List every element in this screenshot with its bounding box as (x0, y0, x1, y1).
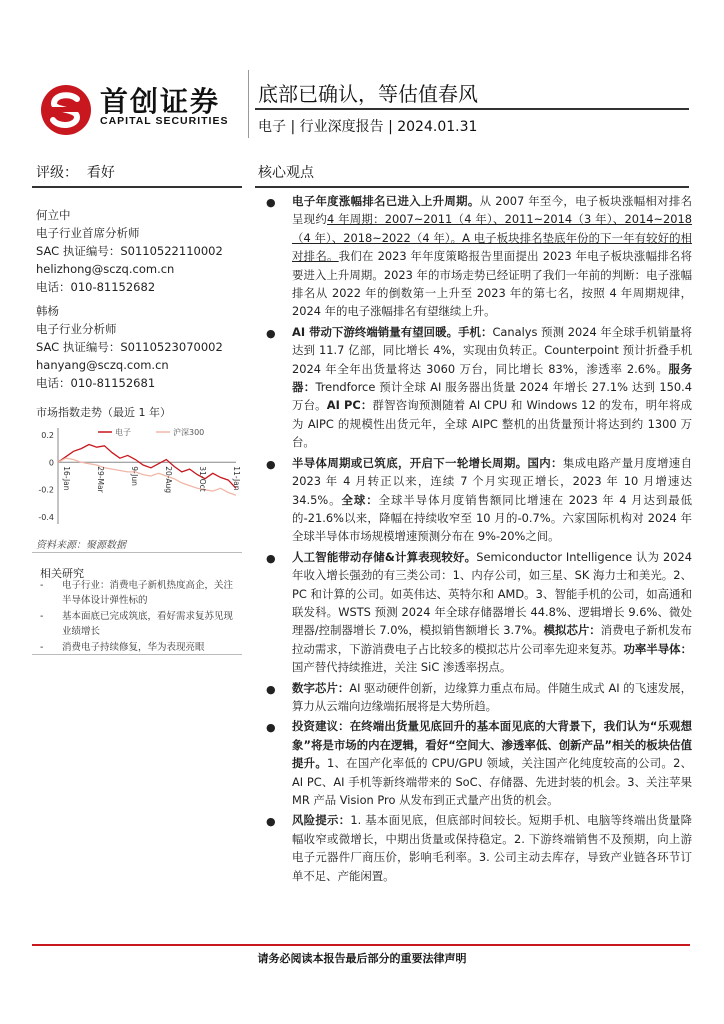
y-tick-label: 0.2 (41, 430, 54, 440)
y-tick-label: -0.2 (38, 485, 54, 495)
analyst-phone: 电话：010-81152682 (36, 280, 156, 294)
bullet-icon: - (40, 580, 44, 591)
x-tick-label: 20-Aug (164, 466, 173, 494)
x-tick-label: 31-Oct (198, 466, 207, 492)
related-item[interactable]: - 消费电子持续修复，华为表现亮眼 (40, 642, 205, 653)
series-line-0 (58, 445, 236, 492)
bullet-icon: - (40, 611, 44, 622)
bullet-icon: ● (266, 682, 276, 696)
related-item[interactable]: - 基本面底已完成筑底，看好需求复苏见现业绩增长 (40, 611, 234, 637)
x-tick-label: 11-Jan (232, 466, 241, 491)
bullet-icon: ● (266, 551, 276, 565)
footer-disclaimer[interactable]: 请务必阅读本报告最后部分的重要法律声明 (257, 952, 467, 965)
chart-title: 市场指数走势（最近 1 年） (36, 406, 171, 419)
x-tick-label: 16-Jan (62, 466, 71, 491)
analyst-name: 韩杨 (36, 304, 59, 318)
analyst-2 (36, 302, 223, 392)
point-ai-storage: ● 人工智能带动存储&计算表现较好。Semiconductor Intelligence 认为 2024 年收入增长强劲的有三类公司：1、内存公司，如三星、SK 海力士和美光。2、PC 和计算的公司。如英伟达、英特尔和 AMD。3、智能手机的公司，如高通和联发科。WSTS 预测 2024 年全球存储器增长 44.8%、逻辑增长 9.6%、微处理器/控制器增长 7.0%，模拟销售额增长 3.7%。模拟芯片：消费电子新机发布拉动需求，下游消费电子占比较多的模拟芯片公司率先迎来复苏。功率半导体：国产替代持续推进，关注 SiC 渗透率拐点。 (266, 549, 692, 675)
chart-source: 资料来源：聚源数据 (36, 540, 126, 551)
bullet-icon: ● (266, 815, 276, 829)
report-subtitle: 电子 | 行业深度报告 | 2024.01.31 (258, 119, 478, 135)
y-tick-label: 0 (48, 458, 54, 468)
point-risk: ● 风险提示：1. 基本面见底，但底部时间较长。短期手机、电脑等终端出货量降幅收窄或微增长，中期出货量或保持稳定。2. 下游终端销售不及预期，向上游电子元器件厂商压价，影响毛利率。3. 公司主动去库存，导致产业链各环节订单不足、产能闲置。 (266, 813, 692, 883)
related-list (32, 578, 242, 656)
series-line-1 (58, 458, 236, 495)
analyst-sac: SAC 执证编号：S0110523070002 (36, 340, 223, 354)
point-cycle: ● 电子年度涨幅排名已进入上升周期。从 2007 年至今，电子板块涨幅相对排名呈现约4 年周期：2007~2011（4 年）、2011~2014（3 年）、2014~2018（4 年）、2018~2022（4 年）。A 电子板块排名垫底年份的下一年有较好的相对排名。我们在 2023 年年度策略报告里面提出 2023 年电子板块涨幅排名将要进入上升周期。2023 年的市场走势已经证明了我们一年前的判断：电子涨幅排名从 2022 年的倒数第一上升至 2023 年的第七名，按照 4 年周期规律，2024 年的电子涨幅排名有望继续上升。 (266, 194, 692, 319)
point-investment: ● 投资建议：在终端出货量见底回升的基本面见底的大背景下，我们认为“乐观想象”将是市场的内在逻辑，看好“空间大、渗透率低、创新产品”相关的板块估值提升。1、在国产化率低的 CPU/GPU 领域，关注国产化纯度较高的公司。2、AI PC、AI 手机等新终端带来的 SoC、存储器、先进封装的机会。3、关注苹果 MR 产品 Vision Pro 从发布到正式量产出货的机会。 (266, 719, 692, 807)
bullet-icon: ● (266, 457, 276, 471)
x-tick-label: 9-Jun (130, 466, 139, 486)
divider (32, 552, 242, 553)
brand-name-en: CAPITAL SECURITIES (100, 115, 229, 127)
analyst-email[interactable]: hanyang@sczq.com.cn (36, 358, 169, 372)
bullet-icon: ● (266, 326, 276, 340)
market-index-chart (32, 420, 242, 530)
analyst-name: 何立中 (36, 208, 71, 222)
bullet-icon: ● (266, 721, 276, 735)
brand-name: 首创证券 (100, 85, 221, 118)
left-rule (32, 186, 242, 188)
bullet-icon: ● (266, 196, 276, 209)
rating: 评级： 看好 (36, 165, 115, 181)
point-digital-chip: ● 数字芯片：AI 驱动硬件创新，边缘算力重点布局。伴随生成式 AI 的飞速发展，算力从云端向边缘端拓展将是大势所趋。 (266, 680, 692, 713)
point-semiconductor: ● 半导体周期或已筑底，开启下一轮增长周期。国内：集成电路产量月度增速自 2023 年 4 月转正以来，连续 7 个月实现正增长，2023 年 10 月增速达 34.5%。全球：全球半导体月度销售额同比增速在 2023 年 4 月达到最低的-21.6%以来，降幅在持续收窄至 10 月的-0.7%。六家国际机构对 2024 年全球半导体市场规模增速预测分布在 9%-20%之间。 (266, 455, 692, 544)
analyst-1 (36, 206, 223, 296)
analyst-sac: SAC 执证编号：S0110522110002 (36, 244, 223, 258)
brand-logo-icon (40, 84, 92, 136)
analyst-phone: 电话：010-81152681 (36, 376, 156, 390)
footer-rule (32, 944, 690, 946)
bullet-icon: - (40, 642, 44, 653)
analyst-role: 电子行业分析师 (36, 322, 117, 336)
point-ai-terminals: ● AI 带动下游终端销量有望回暖。手机：Canalys 预测 2024 年全球手机销量将达到 11.7 亿部，同比增长 4%，实现由负转正。Counterpoint 预计折叠手机 2024 年全年出货量将达 3060 万台，同比增长 83%，渗透率 2.6%。服务器：Trendforce 预计全球 AI 服务器出货量 2024 年增长 27.1% 达到 150.4 万台。AI PC：群智咨询预测随着 AI CPU 和 Windows 12 的发布，明年将成为 AIPC 的规模性出货元年，全球 AIPC 整机的出货量预计将达到约 1300 万台。 (266, 324, 692, 450)
core-content (262, 192, 692, 887)
related-title: 相关研究 (40, 567, 84, 580)
title-rule (255, 108, 689, 110)
x-tick-label: 29-Mar (96, 466, 105, 493)
related-item[interactable]: - 电子行业：消费电子新机热度高企，关注半导体设计弹性标的 (40, 580, 234, 606)
right-rule (255, 186, 689, 188)
core-title: 核心观点 (258, 165, 314, 181)
report-title: 底部已确认，等估值春风 (258, 82, 478, 106)
legend-label: 沪深300 (173, 428, 205, 437)
header-divider (248, 70, 249, 138)
divider (32, 654, 242, 655)
y-tick-label: -0.4 (38, 513, 54, 523)
analyst-role: 电子行业首席分析师 (36, 226, 140, 240)
legend-label: 电子 (115, 428, 131, 437)
analyst-email[interactable]: helizhong@sczq.com.cn (36, 262, 175, 276)
